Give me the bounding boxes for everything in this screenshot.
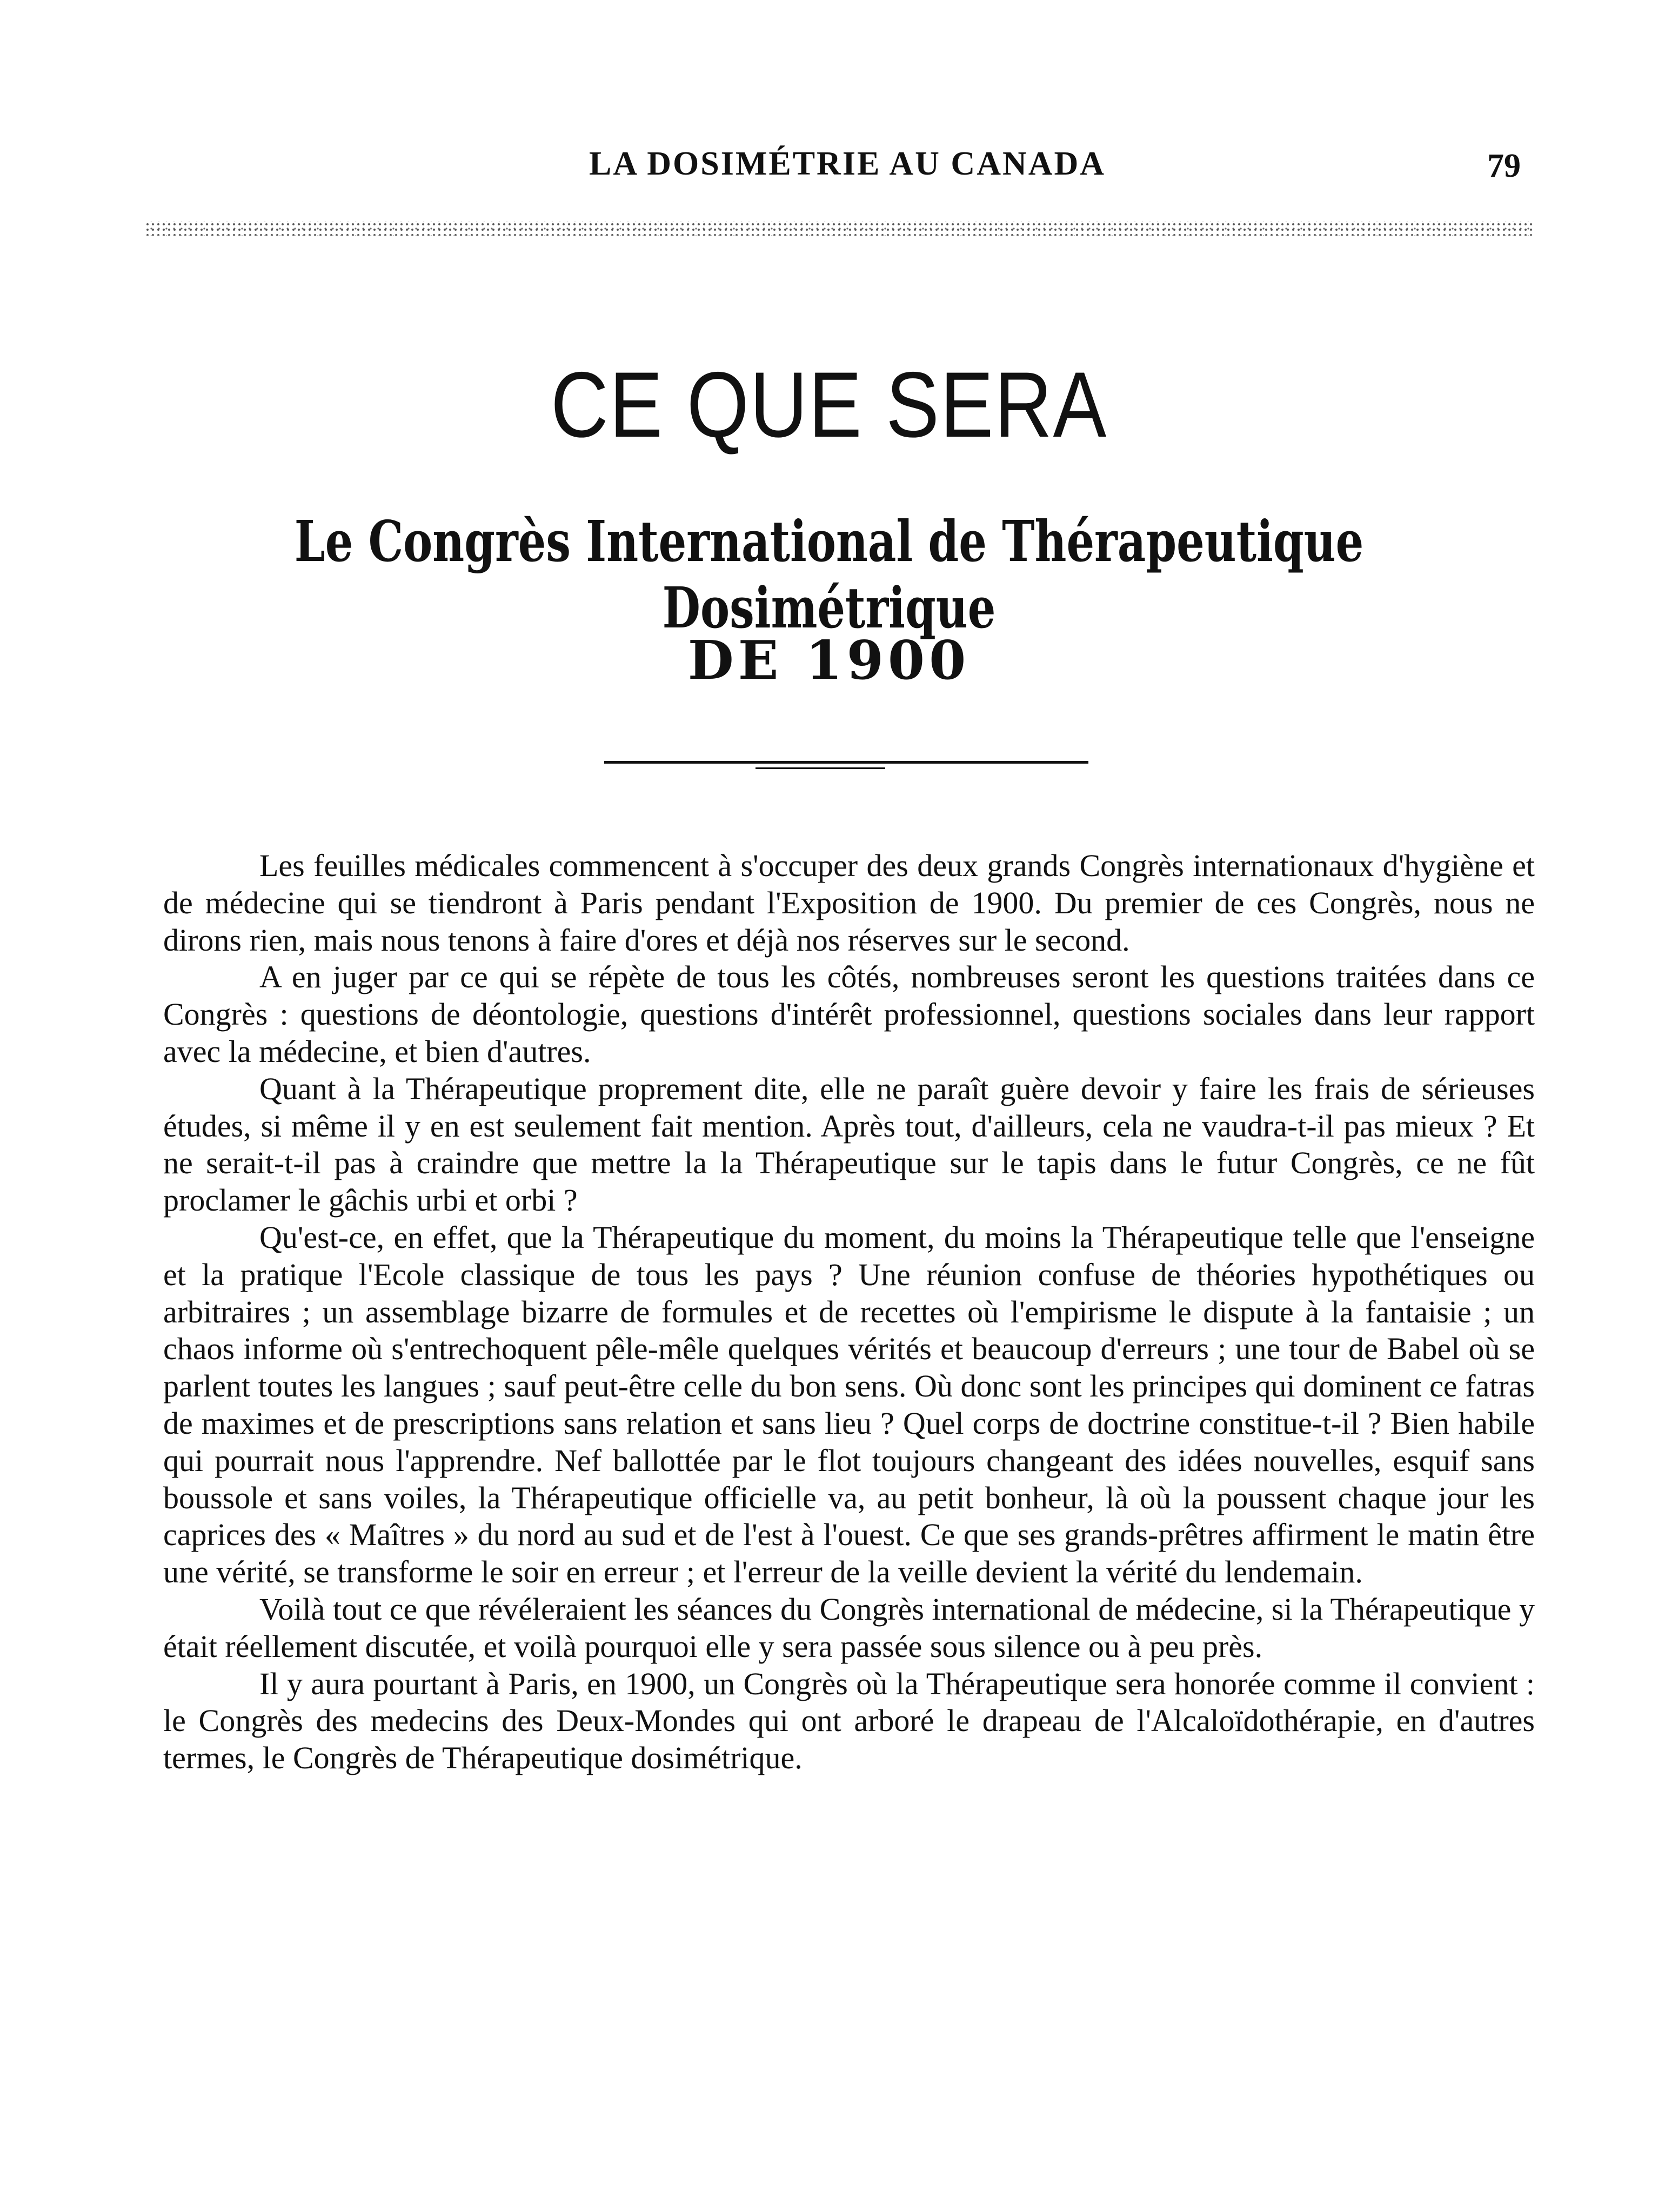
paragraph: Voilà tout ce que révéleraient les séances du Congrès international de médecine, si la Thérapeutique y était réellement discutée, et voilà pourquoi elle y sera passée sous silence ou à peu près.: [163, 1591, 1535, 1664]
paragraph: Il y aura pourtant à Paris, en 1900, un Congrès où la Thérapeutique sera honorée comme il convient : le Congrès des medecins des Deux-Mondes qui ont arboré le drapeau de l'Alcaloïdothérapie, en d'autres termes, le Congrès de Thérapeutique dosimétrique.: [163, 1666, 1535, 1776]
article-body: [163, 847, 1535, 1777]
paragraph: Quant à la Thérapeutique proprement dite, elle ne paraît guère devoir y faire les frais de sérieuses études, si même il y en est seulement fait mention. Après tout, d'ailleurs, cela ne vaudra-t-il pas mieux ? Et ne serait-t-il pas à craindre que mettre la la Thérapeutique sur le tapis dans le futur Congrès, ce ne fût proclamer le gâchis urbi et orbi ?: [163, 1071, 1535, 1218]
article-date-line: DE 1900: [687, 630, 971, 692]
title-divider-accent: [756, 767, 885, 769]
paragraph: A en juger par ce qui se répète de tous les côtés, nombreuses seront les questions traitées dans ce Congrès : questions de déontologie, questions d'intérêt professionnel, questions sociales dans leur rapport avec la médecine, et bien d'autres.: [163, 959, 1535, 1069]
running-title: LA DOSIMÉTRIE AU CANADA: [589, 145, 1106, 182]
paragraph: Qu'est-ce, en effet, que la Thérapeutique du moment, du moins la Thérapeutique telle que l'enseigne et la pratique l'Ecole classique de tous les pays ? Une réunion confuse de théories hypothétiques ou arbitraires ; un assemblage bizarre de formules et de recettes où l'empirisme le dispute à la fantaisie ; un chaos informe où s'entrechoquent pêle-mêle quelques vérités et beaucoup d'erreurs ; une tour de Babel où se parlent toutes les langues ; sauf peut-être celle du bon sens. Où donc sont les principes qui dominent ce fatras de maximes et de prescriptions sans relation et sans lieu ? Quel corps de doctrine constitue-t-il ? Bien habile qui pourrait nous l'apprendre. Nef ballottée par le flot toujours changeant des idées nouvelles, esquif sans boussole et sans voiles, la Thérapeutique officielle va, au petit bonheur, là où la poussent chaque jour les caprices des « Maîtres » du nord au sud et de l'est à l'ouest. Ce que ses grands-prêtres affirment le matin être une vérité, se transforme le soir en erreur ; et l'erreur de la veille devient la vérité du lendemain.: [163, 1219, 1535, 1590]
article-subtitle: Le Congrès International de Thérapeutique Dosimétrique: [294, 508, 1364, 641]
title-divider: [604, 761, 1088, 764]
page-number: 79: [1487, 148, 1521, 184]
ornamental-rule: [145, 222, 1533, 236]
article-title: CE QUE SERA: [551, 353, 1107, 457]
paragraph: Les feuilles médicales commencent à s'occuper des deux grands Congrès internationaux d'hygiène et de médecine qui se tiendront à Paris pendant l'Exposition de 1900. Du premier de ces Congrès, nous ne dirons rien, mais nous tenons à faire d'ores et déjà nos réserves sur le second.: [163, 848, 1535, 958]
